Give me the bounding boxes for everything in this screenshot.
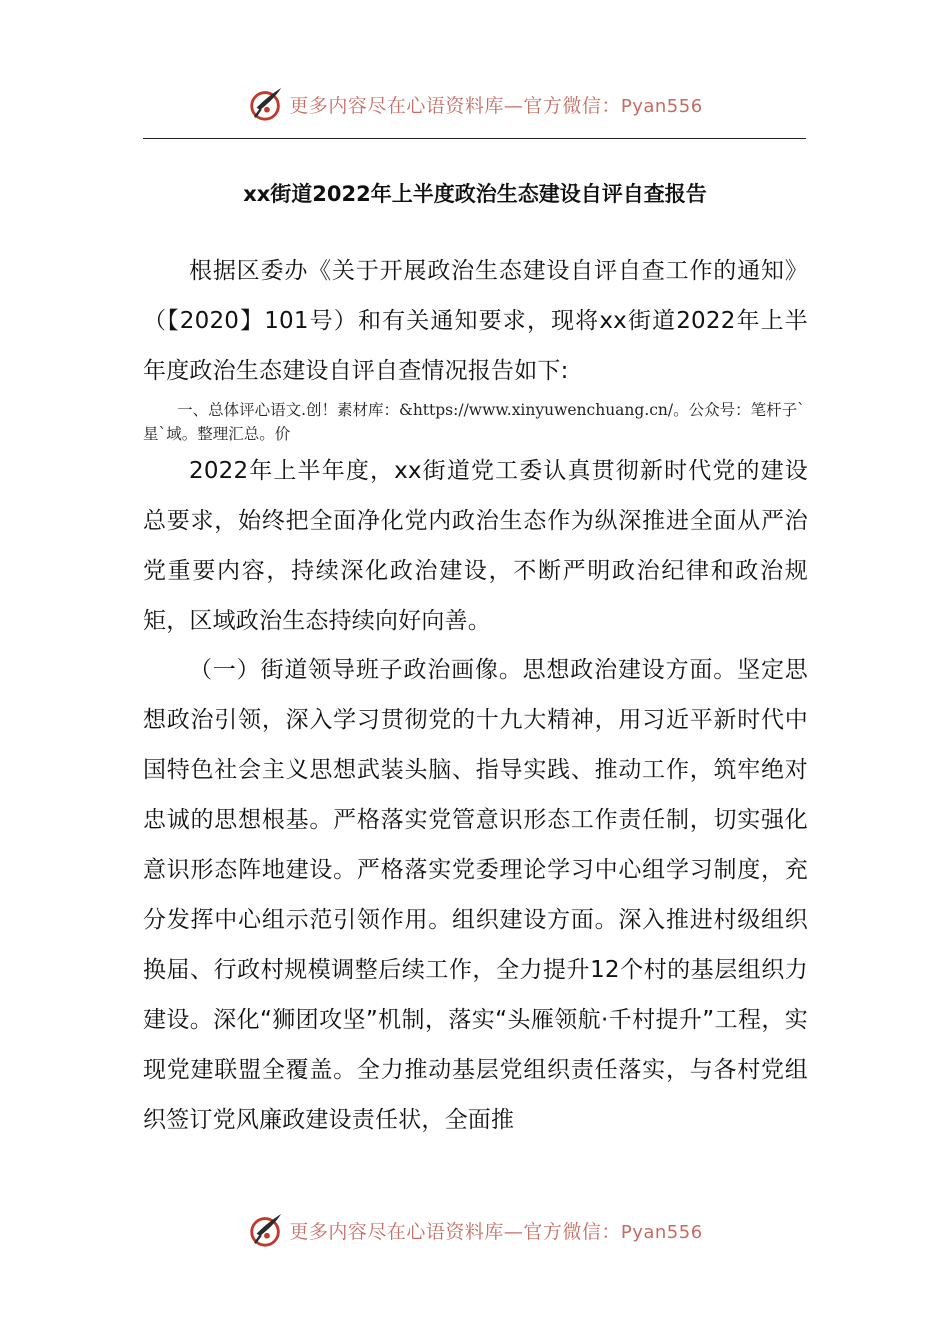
section-one-paragraph: （一）街道领导班子政治画像。思想政治建设方面。坚定思想政治引领，深入学习贯彻党的十九大精神，用习近平新时代中国特色社会主义思想武装头脑、指导实践、推动工作，筑牢绝对忠诚的思想根基。严格落实党管意识形态工作责任制，切实强化意识形态阵地建设。严格落实党委理论学习中心组学习制度，充分发挥中心组示范引领作用。组织建设方面。深入推进村级组织换届、行政村规模调整后续工作，全力提升12个村的基层组织力建设。深化“狮团攻坚”机制，落实“头雁领航·千村提升”工程，实现党建联盟全覆盖。全力推动基层党组织责任落实，与各村党组织签订党风廉政建设责任状，全面推 — [143, 657, 808, 1133]
wechat-id: Pyan556 — [620, 1221, 703, 1243]
document-title: xx街道2022年上半度政治生态建设自评自查报告 — [243, 182, 707, 206]
banner-slogan: 更多内容尽在心语资料库—官方微信：Pyan556 — [289, 94, 703, 117]
quill-pen-logo-icon — [247, 1211, 285, 1249]
header-divider — [143, 138, 806, 139]
overview-paragraph: 2022年上半年度，xx街道党工委认真贯彻新时代党的建设总要求，始终把全面净化党内政治生态作为纵深推进全面从严治党重要内容，持续深化政治建设，不断严明政治纪律和政治规矩，区域政治生态持续向好向善。 — [143, 458, 808, 634]
banner-slogan: 更多内容尽在心语资料库—官方微信：Pyan556 — [289, 1220, 703, 1243]
header-banner — [0, 82, 950, 126]
wechat-id: Pyan556 — [620, 95, 703, 117]
quill-pen-logo-icon — [247, 85, 285, 123]
footer-banner — [0, 1208, 950, 1252]
watermark-note: 一、总体评心语文.创！素材库：&https://www.xinyuwenchuang.cn/。公众号：笔杆子`星`域。整理汇总。价 — [143, 401, 805, 443]
intro-paragraph: 根据区委办《关于开展政治生态建设自评自查工作的通知》（【2020】101号）和有关通知要求，现将xx街道2022年上半年度政治生态建设自评自查情况报告如下: — [143, 258, 808, 384]
